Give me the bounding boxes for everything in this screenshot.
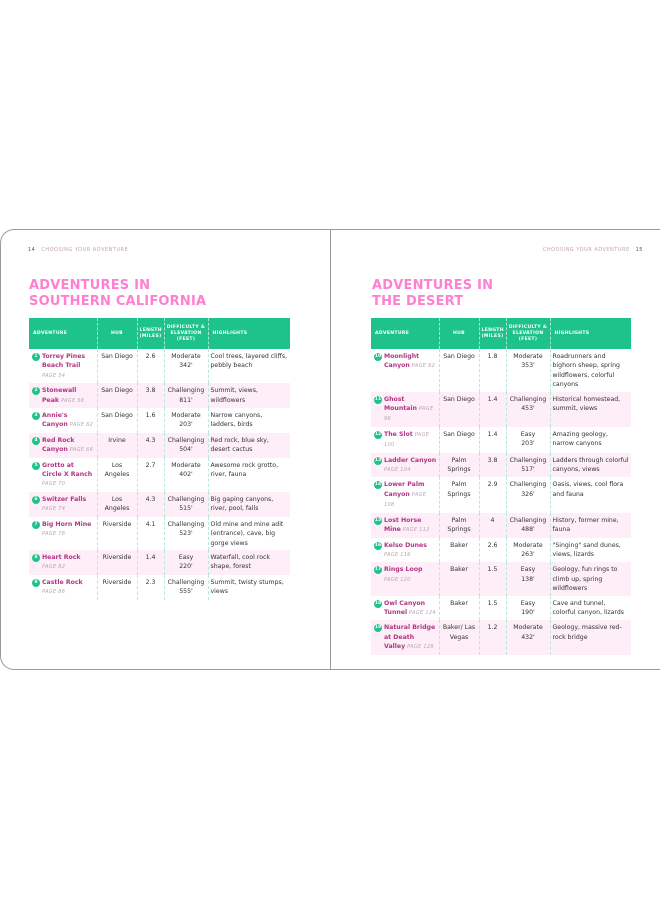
column-header: HUB (97, 318, 137, 349)
adventure-text (384, 516, 437, 536)
page-reference: PAGE 120 (384, 576, 411, 583)
table-row (371, 538, 631, 563)
length-cell: 1.4 (137, 550, 164, 575)
adventure-number-badge: 7 (32, 521, 40, 529)
column-header: LENGTH (MILES) (137, 318, 164, 349)
adventure-wrap (374, 395, 437, 425)
adventure-number-badge: 6 (32, 496, 40, 504)
difficulty-cell (164, 383, 208, 408)
page-reference: PAGE 104 (384, 467, 411, 474)
difficulty-label: Challenging (509, 516, 547, 524)
table-row (29, 575, 290, 600)
difficulty-cell (506, 392, 550, 427)
page-reference: PAGE 86 (42, 589, 66, 596)
section-title (372, 278, 493, 310)
highlights-cell: Cave and tunnel, colorful canyon, lizards (552, 599, 625, 616)
length-cell: 3.8 (137, 383, 164, 408)
highlights-cell: Oasis, views, cool flora and fauna (552, 481, 624, 498)
adventure-name: Torrey Pines Beach Trail (42, 353, 86, 370)
table-row (371, 427, 631, 453)
adventure-name: Lower Palm Canyon (384, 481, 425, 498)
elevation-value: 342' (179, 362, 193, 370)
adventure-wrap (374, 623, 437, 652)
hub-cell: San Diego (97, 408, 137, 433)
hub-cell: San Diego (439, 427, 479, 453)
adventure-text (384, 565, 437, 585)
page-reference: PAGE 92 (411, 363, 436, 370)
adventure-text (42, 495, 95, 515)
table-row (29, 433, 290, 458)
adventure-text (42, 520, 95, 540)
difficulty-cell (506, 513, 550, 538)
difficulty-cell (164, 458, 208, 492)
adventure-cell (29, 349, 97, 383)
column-header: ADVENTURE (29, 318, 97, 349)
adventure-name: The Slot (384, 430, 413, 438)
adventure-wrap (374, 565, 437, 585)
adventure-wrap (32, 578, 95, 598)
length-cell: 4.1 (137, 517, 164, 550)
adventure-wrap (374, 516, 437, 536)
length-cell: 1.6 (137, 408, 164, 433)
table-row (29, 383, 290, 408)
hub-cell: San Diego (97, 349, 137, 383)
adventure-wrap (374, 541, 437, 561)
elevation-value: 220' (179, 563, 193, 571)
adventure-number-badge: 5 (32, 462, 40, 470)
adventure-cell (371, 513, 439, 538)
elevation-value: 326' (521, 490, 535, 498)
highlights-cell: "Singing" sand dunes, views, lizards (552, 541, 621, 558)
adventure-name: Ghost Mountain (384, 395, 417, 413)
column-header: LENGTH (MILES) (479, 318, 506, 349)
adventure-text (42, 578, 95, 598)
table-row (29, 517, 290, 550)
running-head-text: CHOOSING YOUR ADVENTURE (542, 247, 630, 253)
difficulty-label: Moderate (513, 541, 543, 549)
hub-cell: Baker/ Las Vegas (439, 620, 479, 654)
hub-cell: Riverside (97, 575, 137, 600)
length-cell: 1.5 (479, 562, 506, 595)
elevation-value: 432' (521, 633, 535, 641)
page-reference: PAGE 128 (407, 644, 434, 651)
adventure-text (384, 480, 437, 510)
adventure-name: Lost Horse Mine (384, 516, 422, 534)
adventure-cell (29, 550, 97, 575)
adventure-number-badge: 2 (32, 387, 40, 395)
adventure-number-badge: 14 (374, 482, 382, 488)
adventure-text (42, 436, 95, 456)
highlights-cell: Roadrunners and bighorn sheep, spring wildflowers, colorful canyons (552, 353, 620, 389)
adventure-number-badge: 16 (374, 542, 382, 548)
difficulty-cell (164, 575, 208, 600)
elevation-value: 203' (179, 421, 193, 429)
table-row (371, 620, 631, 654)
column-header: HUB (439, 318, 479, 349)
difficulty-label: Moderate (171, 353, 201, 360)
page-number: 14 (28, 247, 36, 253)
adventure-text (42, 553, 95, 573)
adventure-wrap (374, 599, 437, 619)
highlights-cell: Geology, massive red-rock bridge (550, 620, 631, 654)
page-reference: PAGE 62 (69, 422, 94, 429)
difficulty-cell (506, 349, 550, 392)
table-header-row (371, 318, 631, 349)
elevation-value: 523' (179, 530, 193, 538)
left-page (0, 229, 330, 670)
adventure-text (384, 599, 437, 619)
hub-cell: Los Angeles (97, 492, 137, 517)
page-reference: PAGE 100 (384, 431, 430, 449)
adventure-number-badge: 13 (374, 457, 382, 463)
elevation-value: 453' (521, 405, 535, 413)
adventure-name: Natural Bridge at Death Valley (384, 624, 436, 651)
hub-cell: Irvine (97, 433, 137, 458)
highlights-cell: Red rock, blue sky, desert cactus (208, 433, 290, 458)
elevation-value: 517' (521, 466, 535, 474)
adventure-cell (29, 458, 97, 492)
adventure-cell (29, 517, 97, 550)
highlights-cell: Awesome rock grotto, river, fauna (210, 461, 279, 479)
adventure-wrap (32, 495, 95, 515)
table-header-row (29, 318, 290, 349)
adventure-wrap (32, 461, 95, 490)
elevation-value: 190' (521, 608, 535, 616)
adventure-text (42, 411, 95, 431)
hub-cell: Riverside (97, 550, 137, 575)
hub-cell: Riverside (97, 517, 137, 550)
table-row (29, 408, 290, 433)
difficulty-label: Challenging (167, 436, 205, 444)
adventure-wrap (32, 553, 95, 573)
adventure-number-badge: 9 (32, 579, 40, 587)
running-head-text: CHOOSING YOUR ADVENTURE (41, 247, 129, 253)
table-row (29, 349, 290, 383)
elevation-value: 138' (521, 575, 535, 583)
adventure-text (42, 461, 95, 490)
adventure-name: Grotto at Circle X Ranch (42, 461, 93, 479)
elevation-value: 263' (521, 550, 535, 558)
page-reference: PAGE 112 (402, 527, 430, 534)
adventure-cell (29, 433, 97, 458)
difficulty-label: Easy (520, 566, 536, 574)
highlights-cell: Historical homestead, summit, views (550, 392, 631, 427)
hub-cell: Los Angeles (97, 458, 137, 492)
length-cell: 1.4 (479, 427, 506, 453)
adventure-number-badge: 17 (374, 567, 382, 573)
adventure-wrap (32, 520, 95, 540)
adventure-cell (371, 596, 439, 621)
adventure-wrap (32, 411, 95, 431)
column-header: ADVENTURE (371, 318, 439, 349)
length-cell: 1.8 (479, 349, 506, 392)
adventure-cell (371, 620, 439, 654)
difficulty-cell (506, 596, 550, 621)
highlights-cell: Old mine and mine adit (entrance), cave, big gorge views (210, 520, 284, 547)
adventure-number-badge: 18 (374, 600, 382, 606)
elevation-value: 353' (521, 362, 535, 370)
difficulty-cell (506, 620, 550, 654)
difficulty-label: Easy (178, 553, 194, 561)
page-reference: PAGE 96 (384, 406, 434, 423)
adventure-cell (371, 427, 439, 453)
difficulty-label: Challenging (167, 578, 205, 586)
table-row (371, 392, 631, 427)
adventure-name: Ladder Canyon (384, 456, 437, 464)
length-cell: 1.5 (479, 596, 506, 621)
page-reference: PAGE 108 (384, 491, 427, 509)
difficulty-cell (506, 477, 550, 512)
difficulty-label: Challenging (167, 387, 205, 395)
page-reference: PAGE 124 (409, 609, 436, 616)
highlights-cell: Cool trees, layered cliffs, pebbly beach (210, 353, 288, 370)
adventure-name: Annie's Canyon (42, 412, 68, 429)
adventure-text (384, 352, 437, 372)
difficulty-label: Moderate (513, 624, 543, 632)
adventure-name: Stonewall Peak (42, 387, 77, 404)
difficulty-label: Challenging (167, 520, 205, 528)
table-row (371, 513, 631, 538)
title-line: THE DESERT (372, 294, 464, 309)
adventure-wrap (374, 480, 437, 510)
difficulty-cell (506, 538, 550, 563)
column-header: HIGHLIGHTS (550, 318, 631, 349)
difficulty-cell (164, 433, 208, 458)
table-row (371, 349, 631, 392)
highlights-cell: Geology, fun rings to climb up, spring wildflowers (550, 562, 631, 595)
table-row (29, 458, 290, 492)
elevation-value: 555' (179, 588, 193, 596)
length-cell: 4.3 (137, 433, 164, 458)
adventure-text (384, 430, 437, 451)
book-spread (0, 229, 660, 670)
adventure-table (29, 318, 290, 600)
table-row (29, 492, 290, 517)
adventure-wrap (32, 386, 95, 406)
difficulty-label: Easy (520, 430, 536, 438)
adventure-name: Castle Rock (42, 578, 83, 586)
difficulty-cell (164, 349, 208, 383)
adventure-cell (371, 349, 439, 392)
elevation-value: 504' (179, 446, 193, 454)
difficulty-label: Challenging (509, 395, 547, 403)
adventure-cell (29, 408, 97, 433)
length-cell: 2.9 (479, 477, 506, 512)
page-reference: PAGE 70 (42, 481, 66, 488)
adventure-name: Big Horn Mine (42, 520, 92, 528)
adventure-number-badge: 10 (374, 354, 382, 359)
adventure-name: Rings Loop (384, 566, 423, 574)
difficulty-label: Challenging (167, 495, 205, 503)
adventure-cell (371, 477, 439, 512)
page-reference: PAGE 78 (42, 531, 66, 538)
difficulty-cell (164, 517, 208, 550)
length-cell: 2.6 (479, 538, 506, 563)
table-row (371, 562, 631, 595)
adventure-number-badge: 4 (32, 437, 40, 445)
difficulty-label: Challenging (509, 481, 547, 489)
adventure-cell (29, 383, 97, 408)
table-row (29, 550, 290, 575)
table-row (371, 477, 631, 512)
page-reference: PAGE 116 (384, 551, 411, 558)
difficulty-label: Moderate (513, 353, 543, 360)
length-cell: 2.6 (137, 349, 164, 383)
highlights-cell: Big gaping canyons, river, pool, falls (208, 492, 290, 517)
adventure-number-badge: 3 (32, 412, 40, 420)
hub-cell: Baker (439, 562, 479, 595)
page-reference: PAGE 74 (42, 506, 66, 513)
hub-cell: San Diego (439, 392, 479, 427)
difficulty-cell (506, 562, 550, 595)
column-header: HIGHLIGHTS (208, 318, 290, 349)
column-header: DIFFICULTY & ELEVATION (FEET) (506, 318, 550, 349)
length-cell: 4.3 (137, 492, 164, 517)
adventure-wrap (32, 436, 95, 456)
adventure-text (42, 386, 95, 406)
adventure-text (384, 456, 437, 476)
adventure-cell (371, 453, 439, 478)
adventure-wrap (374, 352, 437, 372)
page-number: 15 (635, 247, 643, 253)
adventure-cell (29, 492, 97, 517)
difficulty-cell (506, 427, 550, 453)
elevation-value: 488' (521, 526, 535, 534)
adventure-wrap (374, 456, 437, 476)
difficulty-cell (164, 550, 208, 575)
adventure-number-badge: 8 (32, 554, 40, 562)
hub-cell: Palm Springs (439, 453, 479, 478)
right-page (330, 229, 660, 670)
difficulty-cell (164, 408, 208, 433)
hub-cell: San Diego (97, 383, 137, 408)
right-running-head (543, 247, 643, 253)
difficulty-label: Challenging (509, 456, 547, 464)
adventure-name: Heart Rock (42, 553, 81, 561)
hub-cell: Palm Springs (439, 477, 479, 512)
adventure-cell (371, 538, 439, 563)
adventure-name: Owl Canyon Tunnel (384, 599, 426, 616)
page-reference: PAGE 54 (42, 372, 66, 379)
table-row (371, 596, 631, 621)
table-row (371, 453, 631, 478)
page-reference: PAGE 66 (69, 447, 94, 454)
adventure-name: Moonlight Canyon (384, 353, 420, 370)
difficulty-label: Easy (520, 599, 536, 607)
difficulty-cell (506, 453, 550, 478)
adventure-text (384, 623, 437, 652)
length-cell: 3.8 (479, 453, 506, 478)
adventure-cell (371, 562, 439, 595)
adventure-text (42, 352, 95, 381)
adventure-table (371, 318, 631, 655)
adventure-number-badge: 19 (374, 625, 382, 631)
adventure-name: Switzer Falls (42, 495, 87, 503)
difficulty-label: Moderate (171, 412, 201, 420)
adventure-text (384, 541, 437, 561)
hub-cell: Baker (439, 596, 479, 621)
length-cell: 2.7 (137, 458, 164, 492)
difficulty-label: Moderate (171, 461, 201, 469)
adventure-cell (371, 392, 439, 427)
title-line: ADVENTURES IN (29, 278, 151, 293)
page-reference: PAGE 82 (42, 564, 66, 571)
adventure-number-badge: 11 (374, 396, 382, 402)
hub-cell: Baker (439, 538, 479, 563)
highlights-cell: Summit, twisty stumps, views (210, 578, 284, 596)
adventure-cell (29, 575, 97, 600)
adventure-wrap (374, 430, 437, 451)
highlights-cell: Ladders through colorful canyons, views (550, 453, 631, 478)
hub-cell: Palm Springs (439, 513, 479, 538)
elevation-value: 811' (179, 396, 193, 404)
adventure-text (384, 395, 437, 425)
left-running-head (28, 247, 128, 253)
adventure-number-badge: 1 (32, 353, 40, 361)
highlights-cell: Amazing geology, narrow canyons (552, 430, 608, 448)
column-header: DIFFICULTY & ELEVATION (FEET) (164, 318, 208, 349)
elevation-value: 402' (179, 471, 193, 479)
section-title (29, 278, 206, 310)
elevation-value: 515' (179, 505, 193, 513)
elevation-value: 203' (521, 440, 535, 448)
highlights-cell: Waterfall, cool rock shape, forest (208, 550, 290, 575)
highlights-cell: Narrow canyons, ladders, birds (210, 412, 263, 429)
title-line: ADVENTURES IN (372, 278, 494, 293)
adventure-number-badge: 15 (374, 517, 382, 523)
adventure-wrap (32, 352, 95, 381)
length-cell: 1.4 (479, 392, 506, 427)
hub-cell: San Diego (439, 349, 479, 392)
length-cell: 2.3 (137, 575, 164, 600)
adventure-number-badge: 12 (374, 431, 382, 437)
adventure-name: Kelso Dunes (384, 541, 427, 549)
highlights-cell: History, former mine, fauna (550, 513, 631, 538)
title-line: SOUTHERN CALIFORNIA (29, 294, 207, 309)
page-reference: PAGE 58 (61, 397, 85, 404)
length-cell: 4 (479, 513, 506, 538)
difficulty-cell (164, 492, 208, 517)
highlights-cell: Summit, views, wildflowers (208, 383, 290, 408)
length-cell: 1.2 (479, 620, 506, 654)
adventure-name: Red Rock Canyon (42, 436, 75, 454)
